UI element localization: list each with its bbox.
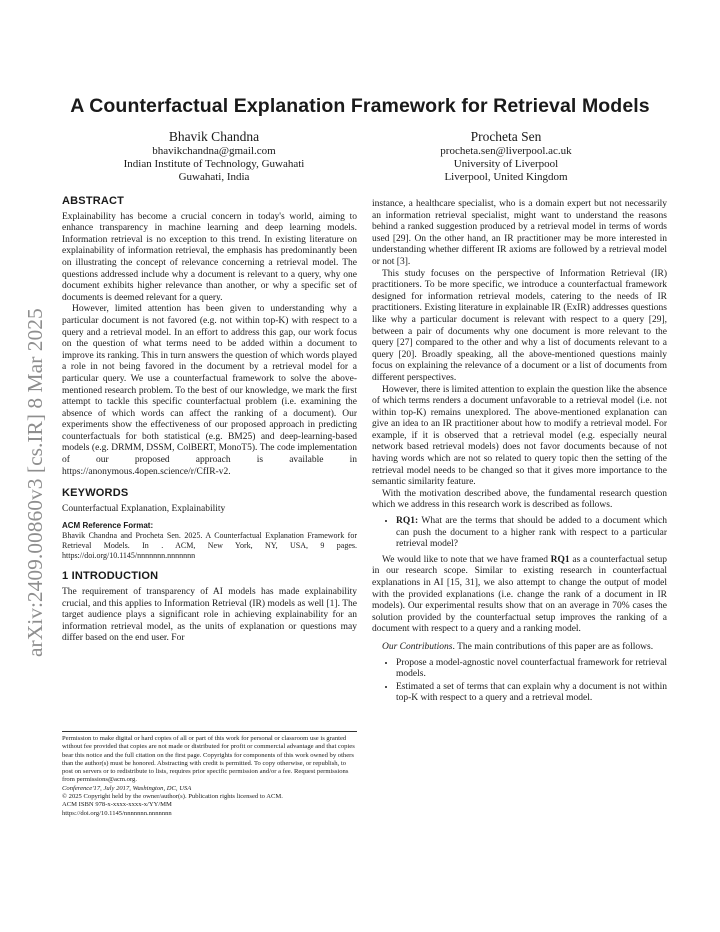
author-location: Liverpool, United Kingdom (444, 171, 568, 183)
intro-paragraph: The requirement of transparency of AI models has made explainability crucial, and this applies to Information Retrieval (IR) models as well [1]. The target audience plays a significant role in achieving explainability for an information retrieval model, as the units of explanation or questions may differ based on the end user. For (62, 587, 357, 644)
conference-line: Conference'17, July 2017, Washington, DC, USA (62, 784, 192, 792)
abstract-heading: ABSTRACT (62, 195, 125, 207)
intro-paragraph: However, there is limited attention to explain the question like the absence of which terms renders a document unfavorable to a retrieval model (i.e. not within top-K) remains unexplored. The above-mentioned explanation can give an idea to an IR practitioner about how to modify a retrieval model. For example, if it is observed that a retrieval model (e.g. especially neural network based retrieval models) does not favor documents because of not having words which are not so related to query topic then the setting of the retrieval model needs to be changed so that it gives more importance to the semantic similarity feature. (372, 384, 667, 488)
author-affiliation: Indian Institute of Technology, Guwahati (123, 158, 305, 170)
author-name: Bhavik Chandna (168, 129, 260, 144)
research-question (396, 516, 667, 551)
contributions-list (372, 658, 667, 705)
left-column (62, 196, 357, 645)
arxiv-id: arXiv:2409.00860v3 [cs.IR] 8 Mar 2025 (23, 308, 47, 657)
author-block-2 (376, 128, 636, 184)
acm-reference-text: Bhavik Chandna and Procheta Sen. 2025. A Counterfactual Explanation Framework for Retrieval Models. In . ACM, New York, NY, USA, 9 pages. https://doi.org/10.1145/nnnnnnn.nnnnnnn (62, 531, 357, 561)
author-block-1 (84, 128, 344, 184)
acm-reference-label: ACM Reference Format: (62, 521, 154, 531)
introduction-heading: 1 INTRODUCTION (62, 570, 159, 583)
keywords-text: Counterfactual Explanation, Explainability (62, 503, 226, 514)
footnote-block (62, 731, 357, 818)
contribution-item: • Propose a model-agnostic novel counterfactual framework for retrieval models. (396, 658, 667, 681)
doi-link[interactable]: https://doi.org/10.1145/nnnnnnn.nnnnnnn (62, 809, 172, 817)
contributions-label: Our Contributions (382, 641, 453, 652)
intro-paragraph: instance, a healthcare specialist, who is a domain expert but not necessarily an information retrieval specialist, might want to understand the reasons behind a ranked suggestion produced by a retrieval model in terms of words used [29]. On the other hand, an IR practitioner may be more interested in understanding whether different IR axioms are followed by a retrieval model or not [3]. (372, 199, 667, 267)
abstract-paragraph: However, limited attention has been given to understanding why a particular document is not favored (e.g. not within top-K) with respect to a query and a retrieval model. In an effort to address this gap, our work focus on the question of what terms need to be added within a document to improve its ranking. This in turn answers the question of which words played a role in not being favored in the document by a retrieval model for a particular query. We use a counterfactual framework to solve the above-mentioned research problem. To the best of our knowledge, we mark the first attempt to tackle this specific counterfactual problem (i.e. examining the absence of which words can affect the ranking of a document). Our experiments show the effectiveness of our proposed approach in predicting counterfactuals for both statistical (e.g. BM25) and deep-learning-based models (e.g. DRMM, DSSM, ColBERT, MonoT5). The code implementation of our proposed approach is available in https://anonymous.4open.science/r/CfIR-v2. (62, 304, 357, 477)
intro-paragraph: We would like to note that we have framed RQ1 as a counterfactual setup in our research scope. Similar to existing research in counterfactual explanations in AI [15, 31], we also attempt to change the output of model with the provided explanations (i.e. change the rank of a document in IR models). Our experimental results show that on an average in 70% cases the solution provided by the counterfactual setup improves the ranking of a document with respect to a query and a ranking model. (372, 554, 668, 635)
paper-title: A Counterfactual Explanation Framework for Retrieval Models (70, 95, 650, 117)
keywords-heading: KEYWORDS (62, 487, 129, 500)
rq-label: RQ1: (396, 516, 419, 527)
author-email: bhavikchandna@gmail.com (152, 145, 276, 157)
intro-paragraph: With the motivation described above, the fundamental research question which we address in this research work is described as follows. (372, 488, 667, 511)
abstract-paragraph: Explainability has become a crucial concern in today's world, aiming to enhance transparency in machine learning and deep learning models. Information retrieval is no exception to this trend. In existing literature on explainability of information retrieval, the emphasis has predominantly been on illustrating the concept of relevance concerning a retrieval model. The questions addressed include why a document is relevant to a query, why one document exhibits higher relevance than another, or why a specific set of documents is deemed relevant for a query. (62, 211, 357, 303)
right-column (372, 199, 667, 709)
author-email: procheta.sen@liverpool.ac.uk (440, 145, 572, 157)
author-name: Procheta Sen (470, 129, 542, 144)
rq-text: What are the terms that should be added to a document which can push the document to a higher rank with respect to a particular retrieval model? (396, 516, 667, 550)
copyright-line: © 2025 Copyright held by the owner/author(s). Publication rights licensed to ACM. (62, 793, 283, 801)
arxiv-watermark (12, 262, 52, 662)
intro-paragraph: This study focuses on the perspective of Information Retrieval (IR) practitioners. To be more specific, we introduce a counterfactual framework designed for information retrieval models, catering to the needs of IR practitioners. Existing literature in explainable IR (ExIR) addresses questions like why a particular document is relevant with respect to a query [29], between a pair of documents why one document is more relevant to the query [27] compared to the other and why a list of documents relevant to a query [20]. Broadly speaking, all the above-mentioned questions mainly focus on explaining the relevance of a document or a list of documents from different perspectives. (372, 268, 667, 383)
rq-reference: RQ1 (550, 554, 570, 565)
permission-notice: Permission to make digital or hard copies of all or part of this work for personal or classroom use is granted without fee provided that copies are not made or distributed for profit or commercial advantage and that copies bear this notice and the full citation on the first page. Copyrights for components of this work owned by others than the author(s) must be honored. Abstracting with credit is permitted. To copy otherwise, or republish, to post on servers or to redistribute to lists, requires prior specific permission and/or a fee. Request permissions from permissions@acm.org. (62, 735, 355, 784)
isbn-line: ACM ISBN 978-x-xxxx-xxxx-x/YY/MM (62, 801, 172, 809)
research-question-list (372, 516, 667, 551)
contribution-item: • Estimated a set of terms that can explain why a document is not within top-K with respect to a query and a retrieval model. (396, 682, 667, 705)
contributions-intro: Our Contributions. The main contributions of this paper are as follows. (382, 641, 654, 652)
author-location: Guwahati, India (178, 171, 250, 183)
author-affiliation: University of Liverpool (453, 158, 559, 170)
